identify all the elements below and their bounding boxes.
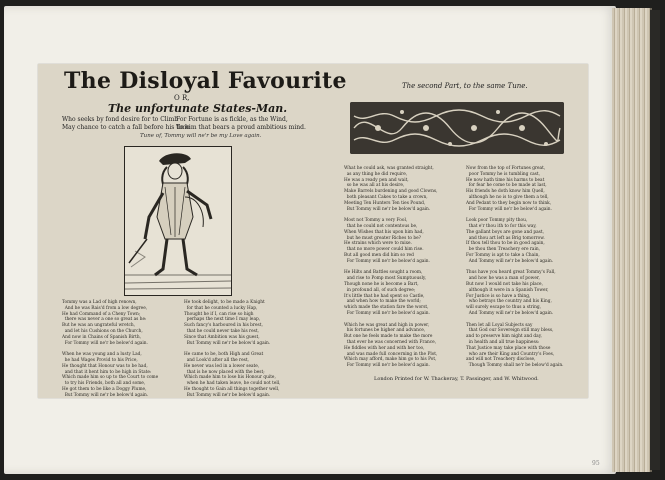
verse-column-3: What he could ask, was granted straight, as any thing he did require, He was a ready pen and wait, so he was all at his desire, Make Barrels burdening and good Clowns, both pleasant Cakes to take a crown, Meeting Ten Hunters Ten ties Pound, But Tommy will ne'r be below'd again. Most not Tommy a very Fool, that he could not contentous be, When Wishes that his upon him had, but he must greater Riches to be? He strains which were to mixe. that no more power could him rise. But all good men did him so red For Tommy will ne'r be below'd again. He Hilts and Battles sought a room, and rise to Pomp most Sumptuously, Though none he is become a Bart, in profound all, of such degree; It's little that he had spent so Castle, and when how to make the world; which made the station fare the worst, For Tommy will ne'r be below'd again. Which he was great and high in power, his fortunes be higher and advance, But one he feels made to make the more that ever he was concerned with France, He fiddles with her and with her too, and was made full concerning in the Plot, Which may afford, make him go to his Pot, For Tommy will ne'r be below'd again. — [344, 166, 438, 369]
cavalier-woodcut-illustration — [124, 146, 232, 296]
ballad-title: The Disloyal Favourite — [64, 68, 347, 94]
verse-column-2: He took delight, to be made a Knight for that he counted a lucky Hap, Thought he if I, can rise so high perhaps the next time I may leap, Such fancy's harboured in his brest, that he could never take his rest, Since that Ambition was his guest, But Tommy will ne'r be below'd again. He came to be, both High and Great and Look'd after all the rest, He never was led in a lower seate, that is he now placed with the best; Which made him to lose his Honour quite, when he had taken leave, he could not tell, He thought to Gain all things together well, But Tommy will ne'r be below'd again. — [184, 300, 281, 398]
title-or: O R, — [174, 94, 190, 102]
tune-line: Tune of, Tommy will ne'r be my Love again. — [140, 133, 262, 139]
second-part-heading: The second Part, to the same Tune. — [402, 82, 528, 90]
motto-left-1: Who seeks by fond desire for to Climb — [62, 116, 179, 123]
broadside-sheet — [38, 64, 588, 398]
verse-column-1: Tommy was a Lad of high renown, And he was Rais'd from a low degree, He had Command of a Cheny Town; there was never a one so great as he: But he was an ungrateful wretch, and let his Cushions on the Church, And now in Chains of Spanish Birth, For Tommy will ne'r be below'd again. When he was young and a lusty Lad, he had Wages Provid to his Price, He thought that Honour was to be had, and that it hent him to be high in State: Which made him so up to the Court to come to try his Friends, both all and some, He got them to be like a Doggy Plume, But Tommy will ne'r be below'd again. — [62, 300, 159, 398]
ballad-subtitle: The unfortunate States-Man. — [108, 102, 288, 115]
album-spine — [650, 10, 660, 470]
ornamental-woodcut-band — [350, 102, 564, 154]
motto-left-2: May chance to catch a fall before his time — [62, 124, 190, 131]
printer-imprint: London Printed for W. Thackeray, T. Passinger, and W. Whitwood. — [374, 376, 539, 382]
verse-column-4: Now from the top of Fortunes great, poor Tommy he is tumbling cast, He now hath time his harms to beat for fear he come to be made at last, His friends he doth know him Quell, although he no is to give them a tell, And Pedant to they begin now to think, For Tommy will ne'r be below'd again. Look poor Tommy pity thou, that e'r thou ith to for this way, The gallant boys are gone and past, and thou art left as Brig tomorrow. If thou tell thou to be in good again, be thou then Treachery ere rain, For Tommy is apt to take a Chain, And Tommy will ne'r be below'd again. Thus have you heard great Tommy's Fall, and how he was a man of power, But now I would not take his place, although it were in a Spanish Tower, For Justice is so have a thing, who betrays the country and his King, will surely escape to thus a string, And Tommy will ne'r be below'd again. Then let all Loyal Subjects say that God our Sovereign still may bless, and to preserve him night and day, in health and all true happiness: That Justice may take place with those who are their King and Country's Foes, and will not Treachery disclose, Though Tommy shall ne'r be below'd again. — [466, 166, 564, 369]
page-number: 95 — [592, 460, 600, 467]
page-stack-edge — [612, 8, 652, 472]
motto-right-2: To him that bears a proud ambitious mind. — [176, 124, 306, 131]
motto-right-1: For Fortune is as fickle, as the Wind, — [176, 116, 288, 123]
